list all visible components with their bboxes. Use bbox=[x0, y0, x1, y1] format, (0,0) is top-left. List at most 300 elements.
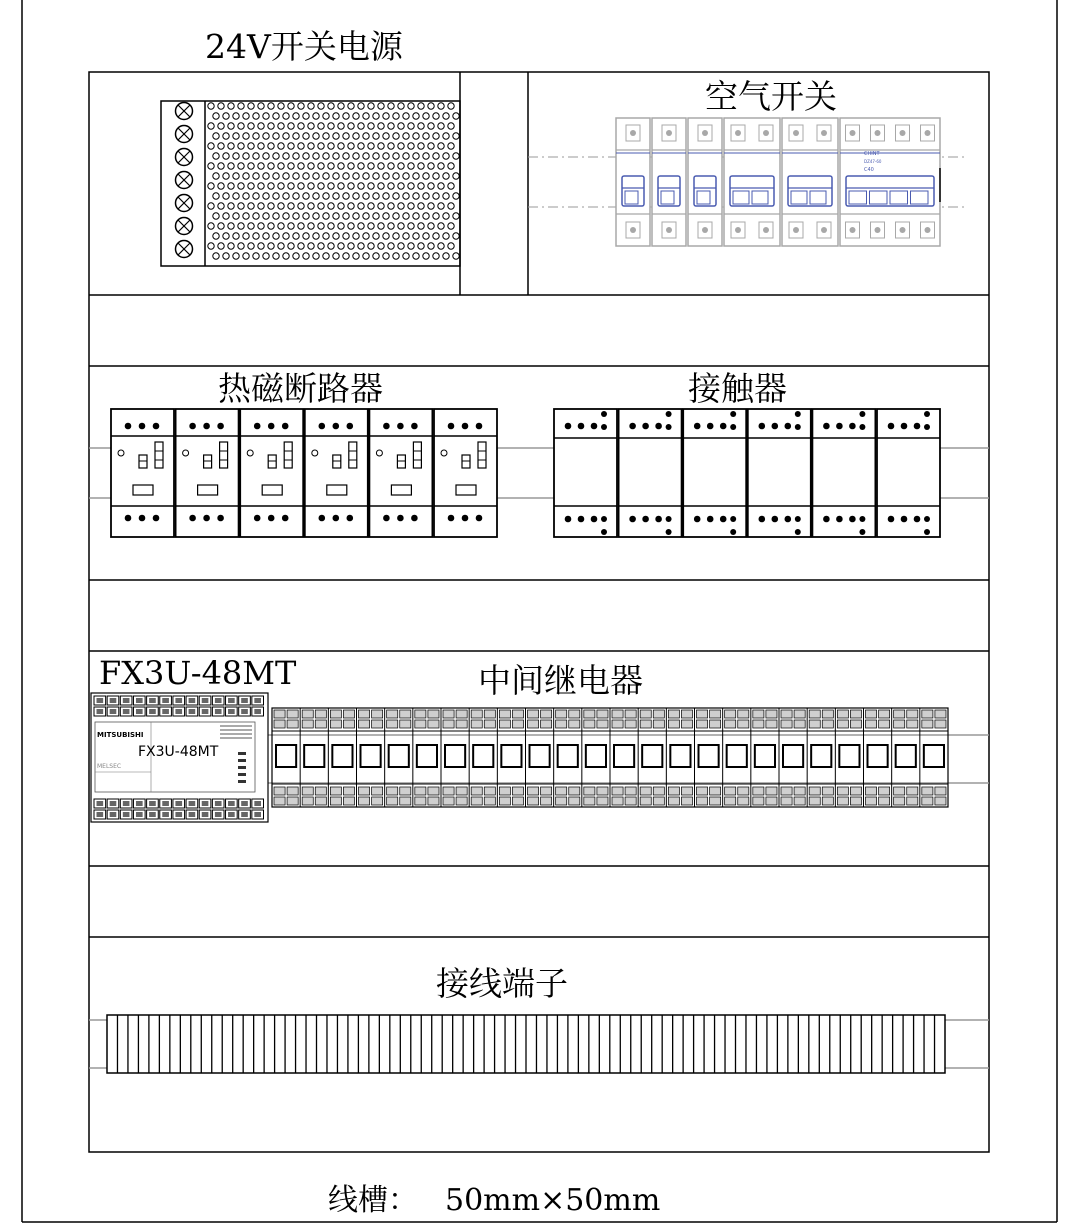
vent-hole bbox=[388, 103, 394, 109]
relay-terminal bbox=[528, 797, 539, 805]
vent-hole bbox=[418, 103, 424, 109]
vent-hole bbox=[373, 213, 379, 219]
relay-terminal bbox=[471, 720, 482, 728]
vent-hole bbox=[213, 153, 219, 159]
vent-hole bbox=[373, 253, 379, 259]
air-switch-screw bbox=[630, 130, 636, 136]
relay-terminal bbox=[315, 720, 326, 728]
vent-hole bbox=[263, 193, 269, 199]
vent-hole bbox=[423, 233, 429, 239]
vent-hole bbox=[383, 173, 389, 179]
plc-terminal-screw bbox=[97, 709, 104, 714]
vent-hole bbox=[413, 233, 419, 239]
vent-hole bbox=[443, 193, 449, 199]
relay-terminal bbox=[471, 797, 482, 805]
relay-terminal bbox=[837, 720, 848, 728]
relay-terminal bbox=[625, 797, 636, 805]
relay-terminal bbox=[725, 787, 736, 795]
vent-hole bbox=[453, 173, 459, 179]
vent-hole bbox=[293, 153, 299, 159]
vent-hole bbox=[383, 233, 389, 239]
plc-terminal-screw bbox=[241, 709, 248, 714]
relay-coil-window bbox=[501, 745, 521, 767]
relay-terminal bbox=[668, 710, 679, 718]
vent-hole bbox=[368, 203, 374, 209]
vent-hole bbox=[448, 143, 454, 149]
contactor-terminal bbox=[591, 423, 598, 430]
vent-hole bbox=[218, 123, 224, 129]
vent-hole bbox=[288, 123, 294, 129]
vent-hole bbox=[408, 183, 414, 189]
vent-hole bbox=[448, 243, 454, 249]
thermal-breaker-terminal bbox=[448, 423, 455, 430]
vent-hole bbox=[258, 223, 264, 229]
vent-hole bbox=[393, 173, 399, 179]
vent-hole bbox=[338, 103, 344, 109]
relay-terminal bbox=[569, 787, 580, 795]
contactor-terminal bbox=[914, 423, 921, 430]
vent-hole bbox=[418, 203, 424, 209]
vent-hole bbox=[258, 163, 264, 169]
air-switch-screw bbox=[666, 227, 672, 233]
contactor-terminal bbox=[629, 423, 636, 430]
contactor-aux-terminal bbox=[601, 411, 607, 417]
plc-terminal-screw bbox=[162, 709, 169, 714]
relay-terminal bbox=[710, 710, 721, 718]
vent-hole bbox=[403, 233, 409, 239]
plc-terminal-screw bbox=[149, 698, 156, 703]
vent-hole bbox=[318, 183, 324, 189]
relay-terminal bbox=[766, 710, 777, 718]
plc-terminal-screw bbox=[189, 801, 196, 806]
vent-hole bbox=[428, 243, 434, 249]
contactor-body bbox=[877, 409, 940, 537]
relay-coil-window bbox=[783, 745, 803, 767]
vent-hole bbox=[368, 143, 374, 149]
relay-terminal bbox=[556, 797, 567, 805]
plc-terminal-screw bbox=[228, 812, 235, 817]
contactor-aux-terminal bbox=[666, 529, 672, 535]
vent-hole bbox=[213, 193, 219, 199]
vent-hole bbox=[248, 103, 254, 109]
thermal-breaker-window bbox=[198, 485, 218, 495]
air-switch-screw bbox=[875, 227, 881, 233]
relay-terminal bbox=[710, 787, 721, 795]
relay-terminal bbox=[850, 797, 861, 805]
relay-terminal bbox=[499, 720, 510, 728]
contactor-body bbox=[683, 409, 746, 537]
relay-coil-window bbox=[389, 745, 409, 767]
vent-hole bbox=[228, 243, 234, 249]
vent-hole bbox=[438, 143, 444, 149]
thermal-breaker-setting bbox=[284, 442, 292, 468]
relay-terminal bbox=[556, 720, 567, 728]
contactor-aux-terminal bbox=[666, 411, 672, 417]
vent-hole bbox=[383, 253, 389, 259]
vent-hole bbox=[373, 153, 379, 159]
plc-series: MELSEC bbox=[97, 763, 122, 770]
vent-hole bbox=[378, 223, 384, 229]
vent-hole bbox=[308, 123, 314, 129]
thermal-breaker bbox=[369, 409, 432, 537]
vent-hole bbox=[373, 193, 379, 199]
relay-terminal bbox=[387, 720, 398, 728]
relay-terminal bbox=[330, 797, 341, 805]
vent-hole bbox=[443, 153, 449, 159]
contactor-terminal bbox=[888, 516, 895, 523]
vent-hole bbox=[448, 123, 454, 129]
plc-terminal-screw bbox=[97, 698, 104, 703]
vent-hole bbox=[258, 203, 264, 209]
plc-terminal-screw bbox=[189, 812, 196, 817]
air-switch-brand: CHINT bbox=[864, 151, 880, 157]
thermal-breaker-terminal bbox=[411, 423, 418, 430]
relay-terminal bbox=[597, 710, 608, 718]
air-switch-title: 空气开关 bbox=[705, 77, 837, 116]
vent-hole bbox=[393, 233, 399, 239]
air-switch-screw bbox=[702, 227, 708, 233]
contactor-terminal bbox=[720, 423, 727, 430]
relay-terminal bbox=[387, 787, 398, 795]
vent-hole bbox=[398, 123, 404, 129]
vent-hole bbox=[268, 103, 274, 109]
vent-hole bbox=[378, 163, 384, 169]
thermal-breaker-terminal bbox=[448, 515, 455, 522]
vent-hole bbox=[333, 233, 339, 239]
relay-coil-window bbox=[924, 745, 944, 767]
vent-hole bbox=[318, 203, 324, 209]
air-switch-screw bbox=[925, 130, 931, 136]
vent-hole bbox=[413, 173, 419, 179]
plc-terminal-screw bbox=[241, 801, 248, 806]
relay bbox=[385, 708, 413, 807]
vent-hole bbox=[358, 203, 364, 209]
vent-hole bbox=[443, 133, 449, 139]
relay bbox=[300, 708, 328, 807]
vent-hole bbox=[423, 153, 429, 159]
vent-hole bbox=[298, 223, 304, 229]
air-switch-handle-slot bbox=[810, 191, 826, 204]
air-switch-handle-slot bbox=[661, 191, 674, 204]
vent-hole bbox=[278, 223, 284, 229]
vent-hole bbox=[348, 143, 354, 149]
contactor-terminal bbox=[849, 516, 856, 523]
contactor-terminal bbox=[759, 423, 766, 430]
contactor-terminal bbox=[642, 516, 649, 523]
air-switch-handle-slot bbox=[849, 191, 867, 204]
vent-hole bbox=[223, 113, 229, 119]
vent-hole bbox=[363, 233, 369, 239]
vent-hole bbox=[228, 183, 234, 189]
vent-hole bbox=[288, 223, 294, 229]
relay-terminal bbox=[766, 797, 777, 805]
relay bbox=[751, 708, 779, 807]
relay-terminal bbox=[781, 797, 792, 805]
relay-terminal bbox=[640, 797, 651, 805]
vent-hole bbox=[388, 143, 394, 149]
vent-hole bbox=[453, 213, 459, 219]
vent-hole bbox=[258, 243, 264, 249]
relay-terminal bbox=[766, 720, 777, 728]
relay-terminal bbox=[343, 710, 354, 718]
vent-hole bbox=[268, 183, 274, 189]
air-switch-screw bbox=[763, 227, 769, 233]
vent-hole bbox=[243, 253, 249, 259]
plc-terminal-screw bbox=[97, 801, 104, 806]
vent-hole bbox=[393, 153, 399, 159]
relay-terminal bbox=[725, 710, 736, 718]
vent-hole bbox=[333, 213, 339, 219]
plc-terminal-screw bbox=[215, 812, 222, 817]
vent-hole bbox=[403, 133, 409, 139]
vent-hole bbox=[388, 223, 394, 229]
relay-terminal bbox=[697, 797, 708, 805]
relay-terminal bbox=[668, 720, 679, 728]
air-switch-handle-slot bbox=[697, 191, 710, 204]
contactor-terminal bbox=[565, 423, 572, 430]
vent-hole bbox=[388, 163, 394, 169]
relay-terminal bbox=[725, 797, 736, 805]
vent-hole bbox=[263, 133, 269, 139]
plc-terminal-screw bbox=[189, 698, 196, 703]
contactor-terminal bbox=[823, 423, 830, 430]
plc-terminal-screw bbox=[123, 698, 130, 703]
contactor-aux-terminal bbox=[924, 424, 930, 430]
plc-terminal-screw bbox=[175, 801, 182, 806]
plc-led bbox=[238, 766, 246, 769]
vent-hole bbox=[423, 113, 429, 119]
vent-hole bbox=[358, 123, 364, 129]
vent-hole bbox=[398, 203, 404, 209]
contactor-terminal bbox=[655, 423, 662, 430]
vent-hole bbox=[408, 123, 414, 129]
vent-hole bbox=[298, 183, 304, 189]
vent-hole bbox=[208, 143, 214, 149]
relay-terminal bbox=[372, 797, 383, 805]
vent-hole bbox=[378, 143, 384, 149]
plc-terminal-screw bbox=[110, 709, 117, 714]
vent-hole bbox=[268, 123, 274, 129]
contactor-aux-terminal bbox=[666, 424, 672, 430]
relay-terminal bbox=[681, 797, 692, 805]
vent-hole bbox=[283, 173, 289, 179]
relay-coil-window bbox=[276, 745, 296, 767]
air-switch-screw bbox=[793, 130, 799, 136]
relay-coil-window bbox=[614, 745, 634, 767]
air-switch-screw bbox=[702, 130, 708, 136]
relay-terminal bbox=[907, 787, 918, 795]
vent-hole bbox=[253, 213, 259, 219]
vent-hole bbox=[218, 183, 224, 189]
vent-hole bbox=[218, 203, 224, 209]
relay-terminal bbox=[809, 710, 820, 718]
vent-hole bbox=[273, 173, 279, 179]
contactor-body bbox=[812, 409, 875, 537]
relay-terminal bbox=[738, 797, 749, 805]
vent-hole bbox=[438, 163, 444, 169]
vent-hole bbox=[398, 223, 404, 229]
relay-terminal bbox=[443, 710, 454, 718]
power-supply-body bbox=[161, 101, 460, 266]
vent-hole bbox=[208, 103, 214, 109]
plc-led bbox=[238, 752, 246, 755]
thermal-breaker-terminal bbox=[347, 515, 354, 522]
relay bbox=[272, 708, 300, 807]
relay-terminal bbox=[753, 797, 764, 805]
thermal-breaker-terminal bbox=[125, 515, 132, 522]
vent-hole bbox=[408, 103, 414, 109]
vent-hole bbox=[253, 173, 259, 179]
thermal-breaker-terminal bbox=[254, 423, 261, 430]
contactor bbox=[877, 409, 940, 537]
vent-hole bbox=[358, 183, 364, 189]
air-switch-handle-slot bbox=[791, 191, 807, 204]
relay-terminal bbox=[922, 710, 933, 718]
vent-hole bbox=[398, 103, 404, 109]
relay bbox=[469, 708, 497, 807]
relay-terminal bbox=[640, 787, 651, 795]
relay-terminal bbox=[372, 710, 383, 718]
vent-hole bbox=[273, 113, 279, 119]
relay-terminal bbox=[584, 797, 595, 805]
vent-hole bbox=[208, 183, 214, 189]
contactor-terminal bbox=[849, 423, 856, 430]
vent-hole bbox=[243, 233, 249, 239]
vent-hole bbox=[213, 113, 219, 119]
relay-terminal bbox=[753, 787, 764, 795]
vent-hole bbox=[278, 183, 284, 189]
vent-hole bbox=[418, 183, 424, 189]
vent-hole bbox=[318, 223, 324, 229]
thermal-breaker-terminal bbox=[268, 423, 275, 430]
relay-terminal bbox=[372, 720, 383, 728]
thermal-breaker-terminal bbox=[125, 423, 132, 430]
vent-hole bbox=[433, 153, 439, 159]
relay-terminal bbox=[894, 710, 905, 718]
relay-terminal bbox=[315, 797, 326, 805]
relay bbox=[582, 708, 610, 807]
thermal-breaker-terminal bbox=[282, 423, 289, 430]
vent-hole bbox=[338, 123, 344, 129]
contactor-terminal bbox=[655, 516, 662, 523]
relay-terminal bbox=[584, 787, 595, 795]
plc-terminal-screw bbox=[149, 709, 156, 714]
air-switch-screw bbox=[875, 130, 881, 136]
vent-hole bbox=[298, 123, 304, 129]
vent-hole bbox=[218, 163, 224, 169]
vent-hole bbox=[238, 163, 244, 169]
relay-terminal bbox=[809, 787, 820, 795]
vent-hole bbox=[303, 193, 309, 199]
relay bbox=[920, 708, 948, 807]
contactor-terminal bbox=[836, 423, 843, 430]
vent-hole bbox=[328, 203, 334, 209]
vent-hole bbox=[428, 143, 434, 149]
vent-hole bbox=[233, 253, 239, 259]
vent-hole bbox=[443, 213, 449, 219]
relay bbox=[328, 708, 356, 807]
relay bbox=[835, 708, 863, 807]
vent-hole bbox=[278, 163, 284, 169]
contactor-body bbox=[619, 409, 682, 537]
relay-terminal bbox=[387, 797, 398, 805]
vent-hole bbox=[298, 103, 304, 109]
vent-hole bbox=[333, 193, 339, 199]
vent-hole bbox=[273, 233, 279, 239]
air-switch-screw bbox=[793, 227, 799, 233]
relay bbox=[554, 708, 582, 807]
contactor-terminal bbox=[694, 516, 701, 523]
vent-hole bbox=[338, 243, 344, 249]
vent-hole bbox=[253, 193, 259, 199]
relay-terminal bbox=[879, 720, 890, 728]
relay-terminal bbox=[415, 787, 426, 795]
thermal-breaker-setting bbox=[220, 442, 228, 468]
relay-terminal bbox=[866, 710, 877, 718]
plc-terminal-screw bbox=[97, 812, 104, 817]
vent-hole bbox=[383, 213, 389, 219]
contactor-terminal bbox=[578, 516, 585, 523]
plc-terminal-screw bbox=[241, 698, 248, 703]
vent-hole bbox=[293, 213, 299, 219]
relay-terminal bbox=[738, 787, 749, 795]
contactor-aux-terminal bbox=[795, 516, 801, 522]
vent-hole bbox=[393, 133, 399, 139]
thermal-breaker-window bbox=[133, 485, 153, 495]
relay-terminal bbox=[556, 710, 567, 718]
relay-terminal bbox=[428, 720, 439, 728]
thermal-breaker-terminal bbox=[282, 515, 289, 522]
vent-hole bbox=[253, 133, 259, 139]
vent-hole bbox=[403, 153, 409, 159]
plc-terminal-screw bbox=[254, 698, 261, 703]
duct-size: 50mm×50mm bbox=[445, 1183, 661, 1218]
vent-hole bbox=[233, 133, 239, 139]
vent-hole bbox=[348, 203, 354, 209]
plc-terminal-screw bbox=[175, 698, 182, 703]
vent-hole bbox=[408, 203, 414, 209]
vent-hole bbox=[233, 173, 239, 179]
vent-hole bbox=[443, 113, 449, 119]
vent-hole bbox=[318, 123, 324, 129]
plc-model-title: FX3U-48MT bbox=[99, 654, 297, 692]
relay-terminal bbox=[879, 797, 890, 805]
vent-hole bbox=[368, 103, 374, 109]
vent-hole bbox=[328, 183, 334, 189]
relay-coil-window bbox=[445, 745, 465, 767]
relay-terminal bbox=[753, 720, 764, 728]
vent-hole bbox=[418, 123, 424, 129]
contactor-aux-terminal bbox=[924, 516, 930, 522]
plc-terminal-screw bbox=[254, 709, 261, 714]
vent-hole bbox=[428, 223, 434, 229]
relay-terminal bbox=[443, 787, 454, 795]
contactor-terminal bbox=[694, 423, 701, 430]
vent-hole bbox=[283, 233, 289, 239]
vent-hole bbox=[283, 253, 289, 259]
plc-terminal-screw bbox=[110, 812, 117, 817]
vent-hole bbox=[288, 203, 294, 209]
vent-hole bbox=[268, 203, 274, 209]
vent-hole bbox=[423, 173, 429, 179]
relay-terminal bbox=[725, 720, 736, 728]
relay-terminal bbox=[512, 787, 523, 795]
relay-terminal bbox=[471, 710, 482, 718]
plc-terminal-screw bbox=[241, 812, 248, 817]
vent-hole bbox=[218, 143, 224, 149]
vent-hole bbox=[428, 163, 434, 169]
relay-terminal bbox=[866, 797, 877, 805]
